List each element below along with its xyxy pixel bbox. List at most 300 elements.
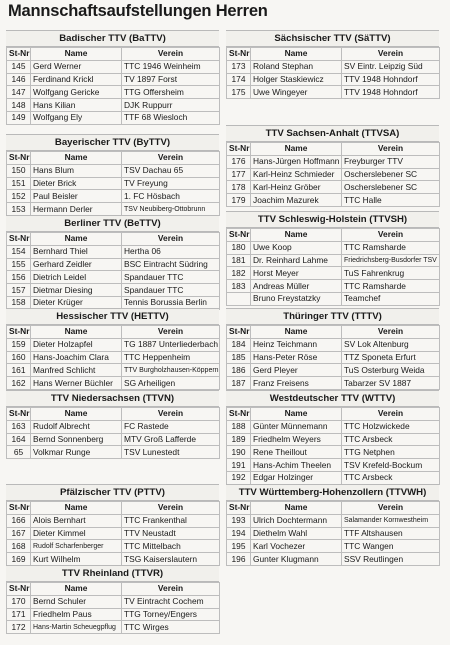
- table-row: [7, 621, 220, 634]
- start-number: 155: [7, 258, 31, 271]
- table-row: [227, 181, 440, 194]
- table-row: [7, 190, 220, 203]
- table-header-row: [227, 229, 440, 242]
- club-name: TSV Lunestedt: [122, 446, 220, 459]
- club-name: TTV 1948 Hohndorf: [342, 86, 440, 99]
- start-number: 190: [227, 446, 251, 459]
- club-name: TuS Osterburg Weida: [342, 364, 440, 377]
- player-name: Gerd Werner: [31, 60, 122, 73]
- start-number: 183: [227, 280, 251, 293]
- start-number: 161: [7, 364, 31, 377]
- start-number: 149: [7, 111, 31, 124]
- club-name: TTC Halle: [342, 194, 440, 207]
- player-name: Franz Freisens: [251, 377, 342, 390]
- start-number: 189: [227, 433, 251, 446]
- header-verein: Verein: [122, 152, 220, 165]
- table-row: [7, 60, 220, 73]
- table-row: [227, 514, 440, 527]
- club-name: TV 1897 Forst: [122, 73, 220, 86]
- header-verein: Verein: [122, 233, 220, 246]
- club-name: TG 1887 Unterliederbach: [122, 338, 220, 351]
- player-name: Friedhelm Paus: [31, 608, 122, 621]
- association-title: TTV Rheinland (TTVR): [6, 565, 219, 582]
- club-name: Spandauer TTC: [122, 284, 220, 297]
- association-block: [6, 215, 219, 310]
- club-name: TTC Frankenthal: [122, 514, 220, 527]
- table-row: [7, 364, 220, 377]
- club-name: Oscherslebener SC: [342, 181, 440, 194]
- player-name: Bernd Schuler: [31, 595, 122, 608]
- table-row: [227, 60, 440, 73]
- header-name: Name: [251, 502, 342, 515]
- club-name: 1. FC Hösbach: [122, 190, 220, 203]
- player-name: Rudolf Albrecht: [31, 420, 122, 433]
- start-number: 176: [227, 155, 251, 168]
- club-name: TTG Netphen: [342, 446, 440, 459]
- table-row: [227, 338, 440, 351]
- club-name: Oscherslebener SC: [342, 168, 440, 181]
- start-number: 177: [227, 168, 251, 181]
- player-name: Hans-Martin Scheuegpflug: [31, 621, 122, 634]
- table-row: [227, 267, 440, 280]
- association-block: [226, 390, 439, 485]
- header-st-nr: St-Nr: [7, 583, 31, 596]
- association-block: [6, 30, 219, 125]
- player-name: Karl-Heinz Gröber: [251, 181, 342, 194]
- roster-table: [6, 501, 220, 566]
- table-row: [7, 258, 220, 271]
- table-row: [7, 351, 220, 364]
- table-row: [227, 73, 440, 86]
- association-title: TTV Sachsen-Anhalt (TTVSA): [226, 125, 439, 142]
- association-title: Westdeutscher TTV (WTTV): [226, 390, 439, 407]
- table-row: [227, 194, 440, 207]
- roster-table: [226, 228, 440, 306]
- header-name: Name: [31, 583, 122, 596]
- header-st-nr: St-Nr: [7, 408, 31, 421]
- player-name: Hans-Peter Röse: [251, 351, 342, 364]
- roster-table: [226, 501, 440, 566]
- header-verein: Verein: [122, 48, 220, 61]
- player-name: Gunter Klugmann: [251, 553, 342, 566]
- club-name: TTC Holzwickede: [342, 420, 440, 433]
- start-number: 191: [227, 459, 251, 472]
- player-name: Joachim Mazurek: [251, 194, 342, 207]
- table-row: [7, 553, 220, 566]
- club-name: TTC Heppenheim: [122, 351, 220, 364]
- player-name: Rudolf Scharfenberger: [31, 540, 122, 553]
- start-number: 193: [227, 514, 251, 527]
- player-name: Edgar Holzinger: [251, 471, 342, 484]
- player-name: Ferdinand Krickl: [31, 73, 122, 86]
- player-name: Wolfgang Gericke: [31, 86, 122, 99]
- header-name: Name: [31, 326, 122, 339]
- club-name: Teamchef: [342, 292, 440, 305]
- player-name: Hans Kilian: [31, 99, 122, 112]
- club-name: TTC Wirges: [122, 621, 220, 634]
- player-name: Alois Bernhart: [31, 514, 122, 527]
- table-row: [227, 241, 440, 254]
- table-header-row: [227, 502, 440, 515]
- club-name: DJK Ruppurr: [122, 99, 220, 112]
- association-block: [226, 125, 439, 207]
- player-name: Karl Vochezer: [251, 540, 342, 553]
- start-number: 164: [7, 433, 31, 446]
- header-verein: Verein: [342, 502, 440, 515]
- club-name: TTV 1948 Hohndorf: [342, 73, 440, 86]
- association-block: [6, 390, 219, 459]
- header-st-nr: St-Nr: [227, 48, 251, 61]
- player-name: Heinz Teichmann: [251, 338, 342, 351]
- start-number: 169: [7, 553, 31, 566]
- association-title: Pfälzischer TTV (PTTV): [6, 484, 219, 501]
- header-name: Name: [251, 229, 342, 242]
- start-number: 171: [7, 608, 31, 621]
- player-name: Dieter Kimmel: [31, 527, 122, 540]
- table-header-row: [7, 326, 220, 339]
- start-number: 174: [227, 73, 251, 86]
- table-header-row: [227, 326, 440, 339]
- start-number: 151: [7, 177, 31, 190]
- start-number: 162: [7, 377, 31, 390]
- association-block: [226, 484, 439, 566]
- table-row: [7, 177, 220, 190]
- player-name: Hans Werner Büchler: [31, 377, 122, 390]
- table-row: [7, 446, 220, 459]
- table-row: [227, 446, 440, 459]
- club-name: TTC Mittelbach: [122, 540, 220, 553]
- table-row: [227, 280, 440, 293]
- club-name: TTC Wangen: [342, 540, 440, 553]
- club-name: Tabarzer SV 1887: [342, 377, 440, 390]
- club-name: TTC Ramsharde: [342, 280, 440, 293]
- table-row: [227, 254, 440, 267]
- table-row: [227, 553, 440, 566]
- table-row: [7, 73, 220, 86]
- club-name: MTV Groß Lafferde: [122, 433, 220, 446]
- table-row: [227, 459, 440, 472]
- start-number: 163: [7, 420, 31, 433]
- start-number: 187: [227, 377, 251, 390]
- table-row: [227, 420, 440, 433]
- table-row: [7, 420, 220, 433]
- roster-table: [6, 232, 220, 310]
- player-name: Friedhelm Weyers: [251, 433, 342, 446]
- header-verein: Verein: [122, 326, 220, 339]
- table-row: [7, 595, 220, 608]
- association-block: [226, 30, 439, 99]
- start-number: 179: [227, 194, 251, 207]
- start-number: 166: [7, 514, 31, 527]
- table-row: [227, 351, 440, 364]
- association-title: Bayerischer TTV (ByTTV): [6, 134, 219, 151]
- header-st-nr: St-Nr: [227, 502, 251, 515]
- start-number: 180: [227, 241, 251, 254]
- player-name: Hans-Achim Theelen: [251, 459, 342, 472]
- header-name: Name: [31, 502, 122, 515]
- club-name: SG Arheiligen: [122, 377, 220, 390]
- club-name: FC Rastede: [122, 420, 220, 433]
- association-title: Badischer TTV (BaTTV): [6, 30, 219, 47]
- association-title: Berliner TTV (BeTTV): [6, 215, 219, 232]
- start-number: 186: [227, 364, 251, 377]
- club-name: SSV Reutlingen: [342, 553, 440, 566]
- association-title: Sächsischer TTV (SäTTV): [226, 30, 439, 47]
- club-name: TTC 1946 Weinheim: [122, 60, 220, 73]
- player-name: Günter Münnemann: [251, 420, 342, 433]
- header-verein: Verein: [342, 326, 440, 339]
- table-header-row: [7, 152, 220, 165]
- club-name: Tennis Borussia Berlin: [122, 296, 220, 309]
- header-name: Name: [31, 152, 122, 165]
- player-name: Manfred Schlicht: [31, 364, 122, 377]
- roster-table: [6, 151, 220, 216]
- header-st-nr: St-Nr: [7, 48, 31, 61]
- table-row: [227, 527, 440, 540]
- table-header-row: [227, 48, 440, 61]
- table-row: [7, 514, 220, 527]
- header-st-nr: St-Nr: [7, 152, 31, 165]
- table-row: [7, 86, 220, 99]
- start-number: 184: [227, 338, 251, 351]
- start-number: 160: [7, 351, 31, 364]
- club-name: SV Eintr. Leipzig Süd: [342, 60, 440, 73]
- header-verein: Verein: [122, 502, 220, 515]
- player-name: Volkmar Runge: [31, 446, 122, 459]
- start-number: 153: [7, 203, 31, 216]
- table-row: [7, 111, 220, 124]
- start-number: 194: [227, 527, 251, 540]
- header-name: Name: [251, 143, 342, 156]
- header-st-nr: St-Nr: [7, 326, 31, 339]
- association-title: TTV Niedersachsen (TTVN): [6, 390, 219, 407]
- start-number: 148: [7, 99, 31, 112]
- start-number: 168: [7, 540, 31, 553]
- player-name: Bruno Freystatzky: [251, 292, 342, 305]
- player-name: Horst Meyer: [251, 267, 342, 280]
- club-name: Salamander Kornwestheim: [342, 514, 440, 527]
- player-name: Kurt Wilhelm: [31, 553, 122, 566]
- table-row: [227, 86, 440, 99]
- player-name: Hans-Jürgen Hoffmann: [251, 155, 342, 168]
- table-header-row: [7, 502, 220, 515]
- header-name: Name: [31, 408, 122, 421]
- table-header-row: [227, 143, 440, 156]
- start-number: 158: [7, 296, 31, 309]
- player-name: Bernd Sonnenberg: [31, 433, 122, 446]
- association-block: [6, 565, 219, 634]
- start-number: 181: [227, 254, 251, 267]
- table-header-row: [7, 233, 220, 246]
- table-row: [227, 377, 440, 390]
- start-number: 150: [7, 164, 31, 177]
- start-number: 170: [7, 595, 31, 608]
- association-title: TTV Württemberg-Hohenzollern (TTVWH): [226, 484, 439, 501]
- header-st-nr: St-Nr: [227, 143, 251, 156]
- roster-table: [6, 325, 220, 390]
- club-name: TTZ Sponeta Erfurt: [342, 351, 440, 364]
- club-name: Friedrichsberg-Busdorfer TSV: [342, 254, 440, 267]
- table-row: [7, 164, 220, 177]
- table-header-row: [7, 48, 220, 61]
- player-name: Dieter Holzapfel: [31, 338, 122, 351]
- player-name: Paul Beisler: [31, 190, 122, 203]
- association-block: [6, 308, 219, 390]
- player-name: Dietrich Leidel: [31, 271, 122, 284]
- header-name: Name: [31, 233, 122, 246]
- table-row: [7, 527, 220, 540]
- page-title: Mannschaftsaufstellungen Herren: [8, 2, 268, 20]
- club-name: TSV Neubiberg-Ottobrunn: [122, 203, 220, 216]
- association-block: [6, 134, 219, 216]
- club-name: TSV Dachau 65: [122, 164, 220, 177]
- table-header-row: [227, 408, 440, 421]
- start-number: 178: [227, 181, 251, 194]
- roster-table: [6, 582, 220, 634]
- player-name: Gerd Pleyer: [251, 364, 342, 377]
- table-row: [7, 540, 220, 553]
- player-name: Diethelm Wahl: [251, 527, 342, 540]
- table-header-row: [7, 408, 220, 421]
- club-name: TV Eintracht Cochem: [122, 595, 220, 608]
- start-number: 145: [7, 60, 31, 73]
- club-name: TTF 68 Wiesloch: [122, 111, 220, 124]
- club-name: SV Lok Altenburg: [342, 338, 440, 351]
- player-name: Dieter Brick: [31, 177, 122, 190]
- header-verein: Verein: [342, 229, 440, 242]
- player-name: Hans-Joachim Clara: [31, 351, 122, 364]
- roster-table: [6, 407, 220, 459]
- club-name: TV Freyung: [122, 177, 220, 190]
- start-number: 196: [227, 553, 251, 566]
- player-name: Uwe Koop: [251, 241, 342, 254]
- header-st-nr: St-Nr: [227, 229, 251, 242]
- club-name: TTC Arsbeck: [342, 471, 440, 484]
- start-number: 167: [7, 527, 31, 540]
- start-number: [227, 292, 251, 305]
- player-name: Holger Staskiewicz: [251, 73, 342, 86]
- association-title: TTV Schleswig-Holstein (TTVSH): [226, 211, 439, 228]
- header-name: Name: [251, 408, 342, 421]
- table-row: [7, 433, 220, 446]
- header-verein: Verein: [122, 408, 220, 421]
- table-row: [227, 471, 440, 484]
- table-row: [227, 155, 440, 168]
- player-name: Bernhard Thiel: [31, 245, 122, 258]
- player-name: Hermann Derler: [31, 203, 122, 216]
- header-st-nr: St-Nr: [7, 233, 31, 246]
- header-name: Name: [251, 48, 342, 61]
- player-name: Roland Stephan: [251, 60, 342, 73]
- roster-table: [226, 47, 440, 99]
- club-name: Spandauer TTC: [122, 271, 220, 284]
- start-number: 157: [7, 284, 31, 297]
- club-name: TTG Offersheim: [122, 86, 220, 99]
- player-name: Gerhard Zeidler: [31, 258, 122, 271]
- club-name: TTG Torney/Engers: [122, 608, 220, 621]
- start-number: 175: [227, 86, 251, 99]
- start-number: 156: [7, 271, 31, 284]
- header-name: Name: [31, 48, 122, 61]
- player-name: Dieter Krüger: [31, 296, 122, 309]
- club-name: TTV Neustadt: [122, 527, 220, 540]
- roster-table: [226, 142, 440, 207]
- start-number: 146: [7, 73, 31, 86]
- table-row: [7, 338, 220, 351]
- club-name: BSC Eintracht Südring: [122, 258, 220, 271]
- club-name: Freyburger TTV: [342, 155, 440, 168]
- table-row: [227, 433, 440, 446]
- club-name: TTC Arsbeck: [342, 433, 440, 446]
- table-row: [227, 540, 440, 553]
- header-name: Name: [251, 326, 342, 339]
- player-name: Karl-Heinz Schmieder: [251, 168, 342, 181]
- table-row: [7, 99, 220, 112]
- header-verein: Verein: [342, 143, 440, 156]
- player-name: Hans Blum: [31, 164, 122, 177]
- player-name: Andreas Müller: [251, 280, 342, 293]
- start-number: 159: [7, 338, 31, 351]
- table-row: [227, 168, 440, 181]
- roster-table: [226, 407, 440, 485]
- association-block: [6, 484, 219, 566]
- club-name: TuS Fahrenkrug: [342, 267, 440, 280]
- header-verein: Verein: [122, 583, 220, 596]
- header-st-nr: St-Nr: [227, 408, 251, 421]
- start-number: 192: [227, 471, 251, 484]
- club-name: TTF Altshausen: [342, 527, 440, 540]
- start-number: 65: [7, 446, 31, 459]
- table-header-row: [7, 583, 220, 596]
- player-name: Dr. Reinhard Lahme: [251, 254, 342, 267]
- start-number: 182: [227, 267, 251, 280]
- table-row: [7, 377, 220, 390]
- table-row: [7, 271, 220, 284]
- club-name: TSV Krefeld-Bockum: [342, 459, 440, 472]
- club-name: Hertha 06: [122, 245, 220, 258]
- start-number: 173: [227, 60, 251, 73]
- table-row: [227, 364, 440, 377]
- start-number: 172: [7, 621, 31, 634]
- header-st-nr: St-Nr: [227, 326, 251, 339]
- association-title: Thüringer TTV (TTTV): [226, 308, 439, 325]
- player-name: Uwe Wingeyer: [251, 86, 342, 99]
- club-name: TTV Burgholzhausen-Köppern: [122, 364, 220, 377]
- association-title: Hessischer TTV (HETTV): [6, 308, 219, 325]
- start-number: 195: [227, 540, 251, 553]
- start-number: 154: [7, 245, 31, 258]
- table-row: [7, 203, 220, 216]
- club-name: TSG Kaiserslautern: [122, 553, 220, 566]
- start-number: 152: [7, 190, 31, 203]
- start-number: 147: [7, 86, 31, 99]
- player-name: Dietmar Diesing: [31, 284, 122, 297]
- table-row: [7, 245, 220, 258]
- table-row: [7, 284, 220, 297]
- table-row: [227, 292, 440, 305]
- player-name: Wolfgang Ely: [31, 111, 122, 124]
- table-row: [7, 608, 220, 621]
- association-block: [226, 308, 439, 390]
- roster-table: [226, 325, 440, 390]
- player-name: Ulrich Dochtermann: [251, 514, 342, 527]
- association-block: [226, 211, 439, 306]
- club-name: TTC Ramsharde: [342, 241, 440, 254]
- roster-table: [6, 47, 220, 125]
- header-verein: Verein: [342, 48, 440, 61]
- start-number: 185: [227, 351, 251, 364]
- header-verein: Verein: [342, 408, 440, 421]
